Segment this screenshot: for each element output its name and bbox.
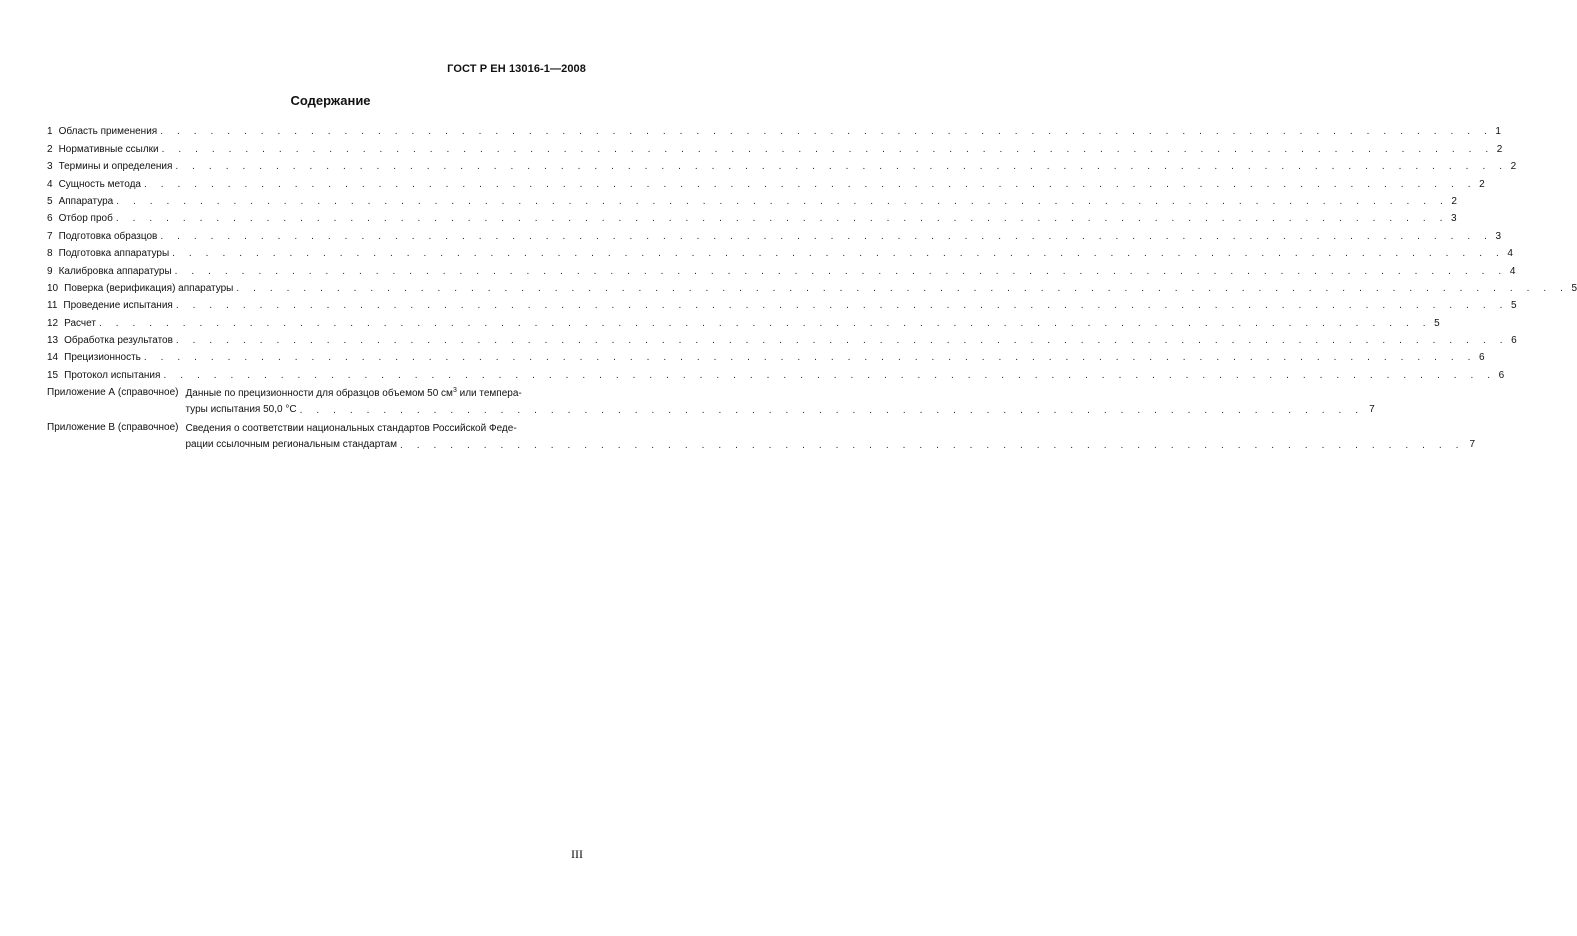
toc-page-number: 4	[1509, 265, 1516, 277]
toc-number: 1	[47, 126, 53, 138]
toc-number: 9	[47, 265, 53, 277]
toc-label: Термины и определения	[58, 161, 173, 173]
toc-entry-11[interactable]	[47, 295, 1517, 312]
toc-page-number: 2	[1479, 178, 1485, 190]
toc-number: 10	[47, 282, 59, 294]
dot-leader: . . . . . . . . . . . . . . . . . . . . . . . . . . . . . . . . . . . . . . . . . . . . . . . . . . . . . . . . . . . . . . . . . . . . . . . . . . . . . . . .	[172, 248, 1505, 260]
toc-page-number: 5	[1434, 317, 1440, 329]
toc-page-number: 2	[1496, 143, 1503, 155]
toc-label: Нормативные ссылки	[58, 143, 159, 155]
toc-label: Аппаратура	[58, 195, 114, 207]
toc-entry-8[interactable]	[47, 243, 1513, 260]
toc-entry-5[interactable]	[47, 191, 1457, 208]
toc-number: 4	[47, 178, 53, 190]
dot-leader: . . . . . . . . . . . . . . . . . . . . . . . . . . . . . . . . . . . . . . . . . . . . . . . . . . . . . . . . . . . . . . . . . . . . . . . . . . . . . . . .	[174, 265, 1507, 277]
dot-leader: . . . . . . . . . . . . . . . . . . . . . . . . . . . . . . . . . . . . . . . . . . . . . . . . . . . . . . . . . . . . . . . . . . . . . . . . . . . . . . . .	[236, 282, 1569, 294]
appendix-title-line2: туры испытания 50,0 °С	[185, 403, 297, 415]
page-title: Содержание	[290, 93, 371, 108]
toc-page-number: 7	[1369, 403, 1375, 415]
toc-label: Калибровка аппаратуры	[58, 265, 172, 277]
toc-entry-1[interactable]	[47, 121, 1501, 138]
toc-label: Протокол испытания	[64, 369, 161, 381]
appendix-label: Приложение В (справочное)	[47, 421, 179, 433]
toc-label: Область применения	[58, 126, 158, 138]
toc-number: 11	[47, 300, 58, 312]
appendix-title-line1: Сведения о соответствии национальных стандартов Российской Феде-	[185, 422, 517, 434]
toc-number: 14	[47, 352, 59, 364]
toc-entry-6[interactable]	[47, 208, 1457, 225]
dot-leader: . . . . . . . . . . . . . . . . . . . . . . . . . . . . . . . . . . . . . . . . . . . . . . . . . . . . . . . . . . . . . . . .	[399, 439, 1464, 451]
toc-page-number: 6	[1479, 352, 1485, 364]
toc-appendix-a[interactable]	[47, 385, 1375, 417]
toc-label: Поверка (верификация) аппаратуры	[64, 282, 234, 294]
toc-number: 15	[47, 369, 59, 381]
toc-number: 2	[47, 143, 53, 155]
toc-entry-15[interactable]	[47, 364, 1505, 381]
toc-entry-7[interactable]	[47, 225, 1502, 242]
toc-label: Прецизионность	[64, 352, 141, 364]
toc-entry-14[interactable]	[47, 347, 1485, 364]
toc-label: Проведение испытания	[63, 300, 173, 312]
toc-entry-2[interactable]	[47, 138, 1503, 155]
toc-number: 6	[47, 213, 53, 225]
toc-page-number: 3	[1495, 230, 1502, 242]
dot-leader: . . . . . . . . . . . . . . . . . . . . . . . . . . . . . . . . . . . . . . . . . . . . . . . . . . . . . . . . . . . . . . . . . . . . . . . . . . . . . . . .	[161, 143, 1494, 155]
toc-page-number: 4	[1507, 248, 1513, 260]
toc-number: 12	[47, 317, 59, 329]
toc-label: Расчет	[64, 317, 96, 329]
toc-label: Обработка результатов	[64, 335, 173, 347]
dot-leader: . . . . . . . . . . . . . . . . . . . . . . . . . . . . . . . . . . . . . . . . . . . . . . . . . . . . . . . . . . . . . . . . . . . . . . . . . . . . . . . .	[163, 369, 1496, 381]
toc-appendix-b[interactable]	[47, 420, 1475, 452]
dot-leader: . . . . . . . . . . . . . . . . . . . . . . . . . . . . . . . . . . . . . . . . . . . . . . . . . . . . . . . . . . . . . . . . . . . . . . . . . . . . . . . .	[116, 195, 1449, 207]
toc-number: 5	[47, 195, 53, 207]
dot-leader: . . . . . . . . . . . . . . . . . . . . . . . . . . . . . . . . . . . . . . . . . . . . . . . . . . . . . . . . . . . . . . . .	[299, 404, 1364, 416]
dot-leader: . . . . . . . . . . . . . . . . . . . . . . . . . . . . . . . . . . . . . . . . . . . . . . . . . . . . . . . . . . . . . . . . . . . . . . . . . . . . . . . .	[98, 317, 1432, 329]
appendix-label: Приложение А (справочное)	[47, 386, 179, 398]
toc-page-number: 2	[1510, 161, 1517, 173]
toc-entry-13[interactable]	[47, 330, 1517, 347]
dot-leader: . . . . . . . . . . . . . . . . . . . . . . . . . . . . . . . . . . . . . . . . . . . . . . . . . . . . . . . . . . . . . . . . . . . . . . . . . . . . . . . .	[115, 213, 1448, 225]
toc-number: 8	[47, 248, 53, 260]
toc-label: Отбор проб	[58, 213, 113, 225]
toc-entry-4[interactable]	[47, 173, 1485, 190]
dot-leader: . . . . . . . . . . . . . . . . . . . . . . . . . . . . . . . . . . . . . . . . . . . . . . . . . . . . . . . . . . . . . . . . . . . . . . . . . . . . . . . .	[175, 161, 1508, 173]
toc-number: 7	[47, 230, 53, 242]
toc-page-number: 5	[1511, 300, 1517, 312]
toc-page-number: 6	[1511, 335, 1517, 347]
dot-leader: . . . . . . . . . . . . . . . . . . . . . . . . . . . . . . . . . . . . . . . . . . . . . . . . . . . . . . . . . . . . . . . . . . . . . . . . . . . . . . . .	[175, 300, 1508, 312]
table-of-contents	[47, 121, 1577, 452]
page-number-footer: III	[571, 847, 583, 861]
appendix-title-line2: рации ссылочным региональным стандартам	[185, 438, 397, 450]
dot-leader: . . . . . . . . . . . . . . . . . . . . . . . . . . . . . . . . . . . . . . . . . . . . . . . . . . . . . . . . . . . . . . . . . . . . . . . . . . . . . . . .	[143, 178, 1477, 190]
toc-number: 13	[47, 335, 59, 347]
toc-entry-3[interactable]	[47, 156, 1517, 173]
dot-leader: . . . . . . . . . . . . . . . . . . . . . . . . . . . . . . . . . . . . . . . . . . . . . . . . . . . . . . . . . . . . . . . . . . . . . . . . . . . . . . . .	[160, 126, 1493, 138]
document-id: ГОСТ Р ЕН 13016-1—2008	[447, 63, 586, 75]
toc-page-number: 3	[1450, 213, 1457, 225]
dot-leader: . . . . . . . . . . . . . . . . . . . . . . . . . . . . . . . . . . . . . . . . . . . . . . . . . . . . . . . . . . . . . . . . . . . . . . . . . . . . . . . .	[143, 352, 1477, 364]
toc-label: Сущность метода	[58, 178, 141, 190]
dot-leader: . . . . . . . . . . . . . . . . . . . . . . . . . . . . . . . . . . . . . . . . . . . . . . . . . . . . . . . . . . . . . . . . . . . . . . . . . . . . . . . .	[160, 230, 1493, 242]
toc-entry-10[interactable]	[47, 278, 1577, 295]
appendix-title-line1: Данные по прецизионности для образцов объемом 50 $см^3$ или темпера-	[185, 386, 522, 399]
toc-label: Подготовка аппаратуры	[58, 248, 170, 260]
toc-label: Подготовка образцов	[58, 230, 158, 242]
toc-page-number: 1	[1495, 126, 1501, 138]
dot-leader: . . . . . . . . . . . . . . . . . . . . . . . . . . . . . . . . . . . . . . . . . . . . . . . . . . . . . . . . . . . . . . . . . . . . . . . . . . . . . . . .	[175, 335, 1509, 347]
toc-page-number: 2	[1451, 195, 1457, 207]
toc-page-number: 5	[1571, 282, 1577, 294]
toc-entry-12[interactable]	[47, 312, 1440, 329]
toc-page-number: 6	[1498, 369, 1505, 381]
toc-page-number: 7	[1469, 438, 1475, 450]
toc-number: 3	[47, 161, 53, 173]
toc-entry-9[interactable]	[47, 260, 1516, 277]
